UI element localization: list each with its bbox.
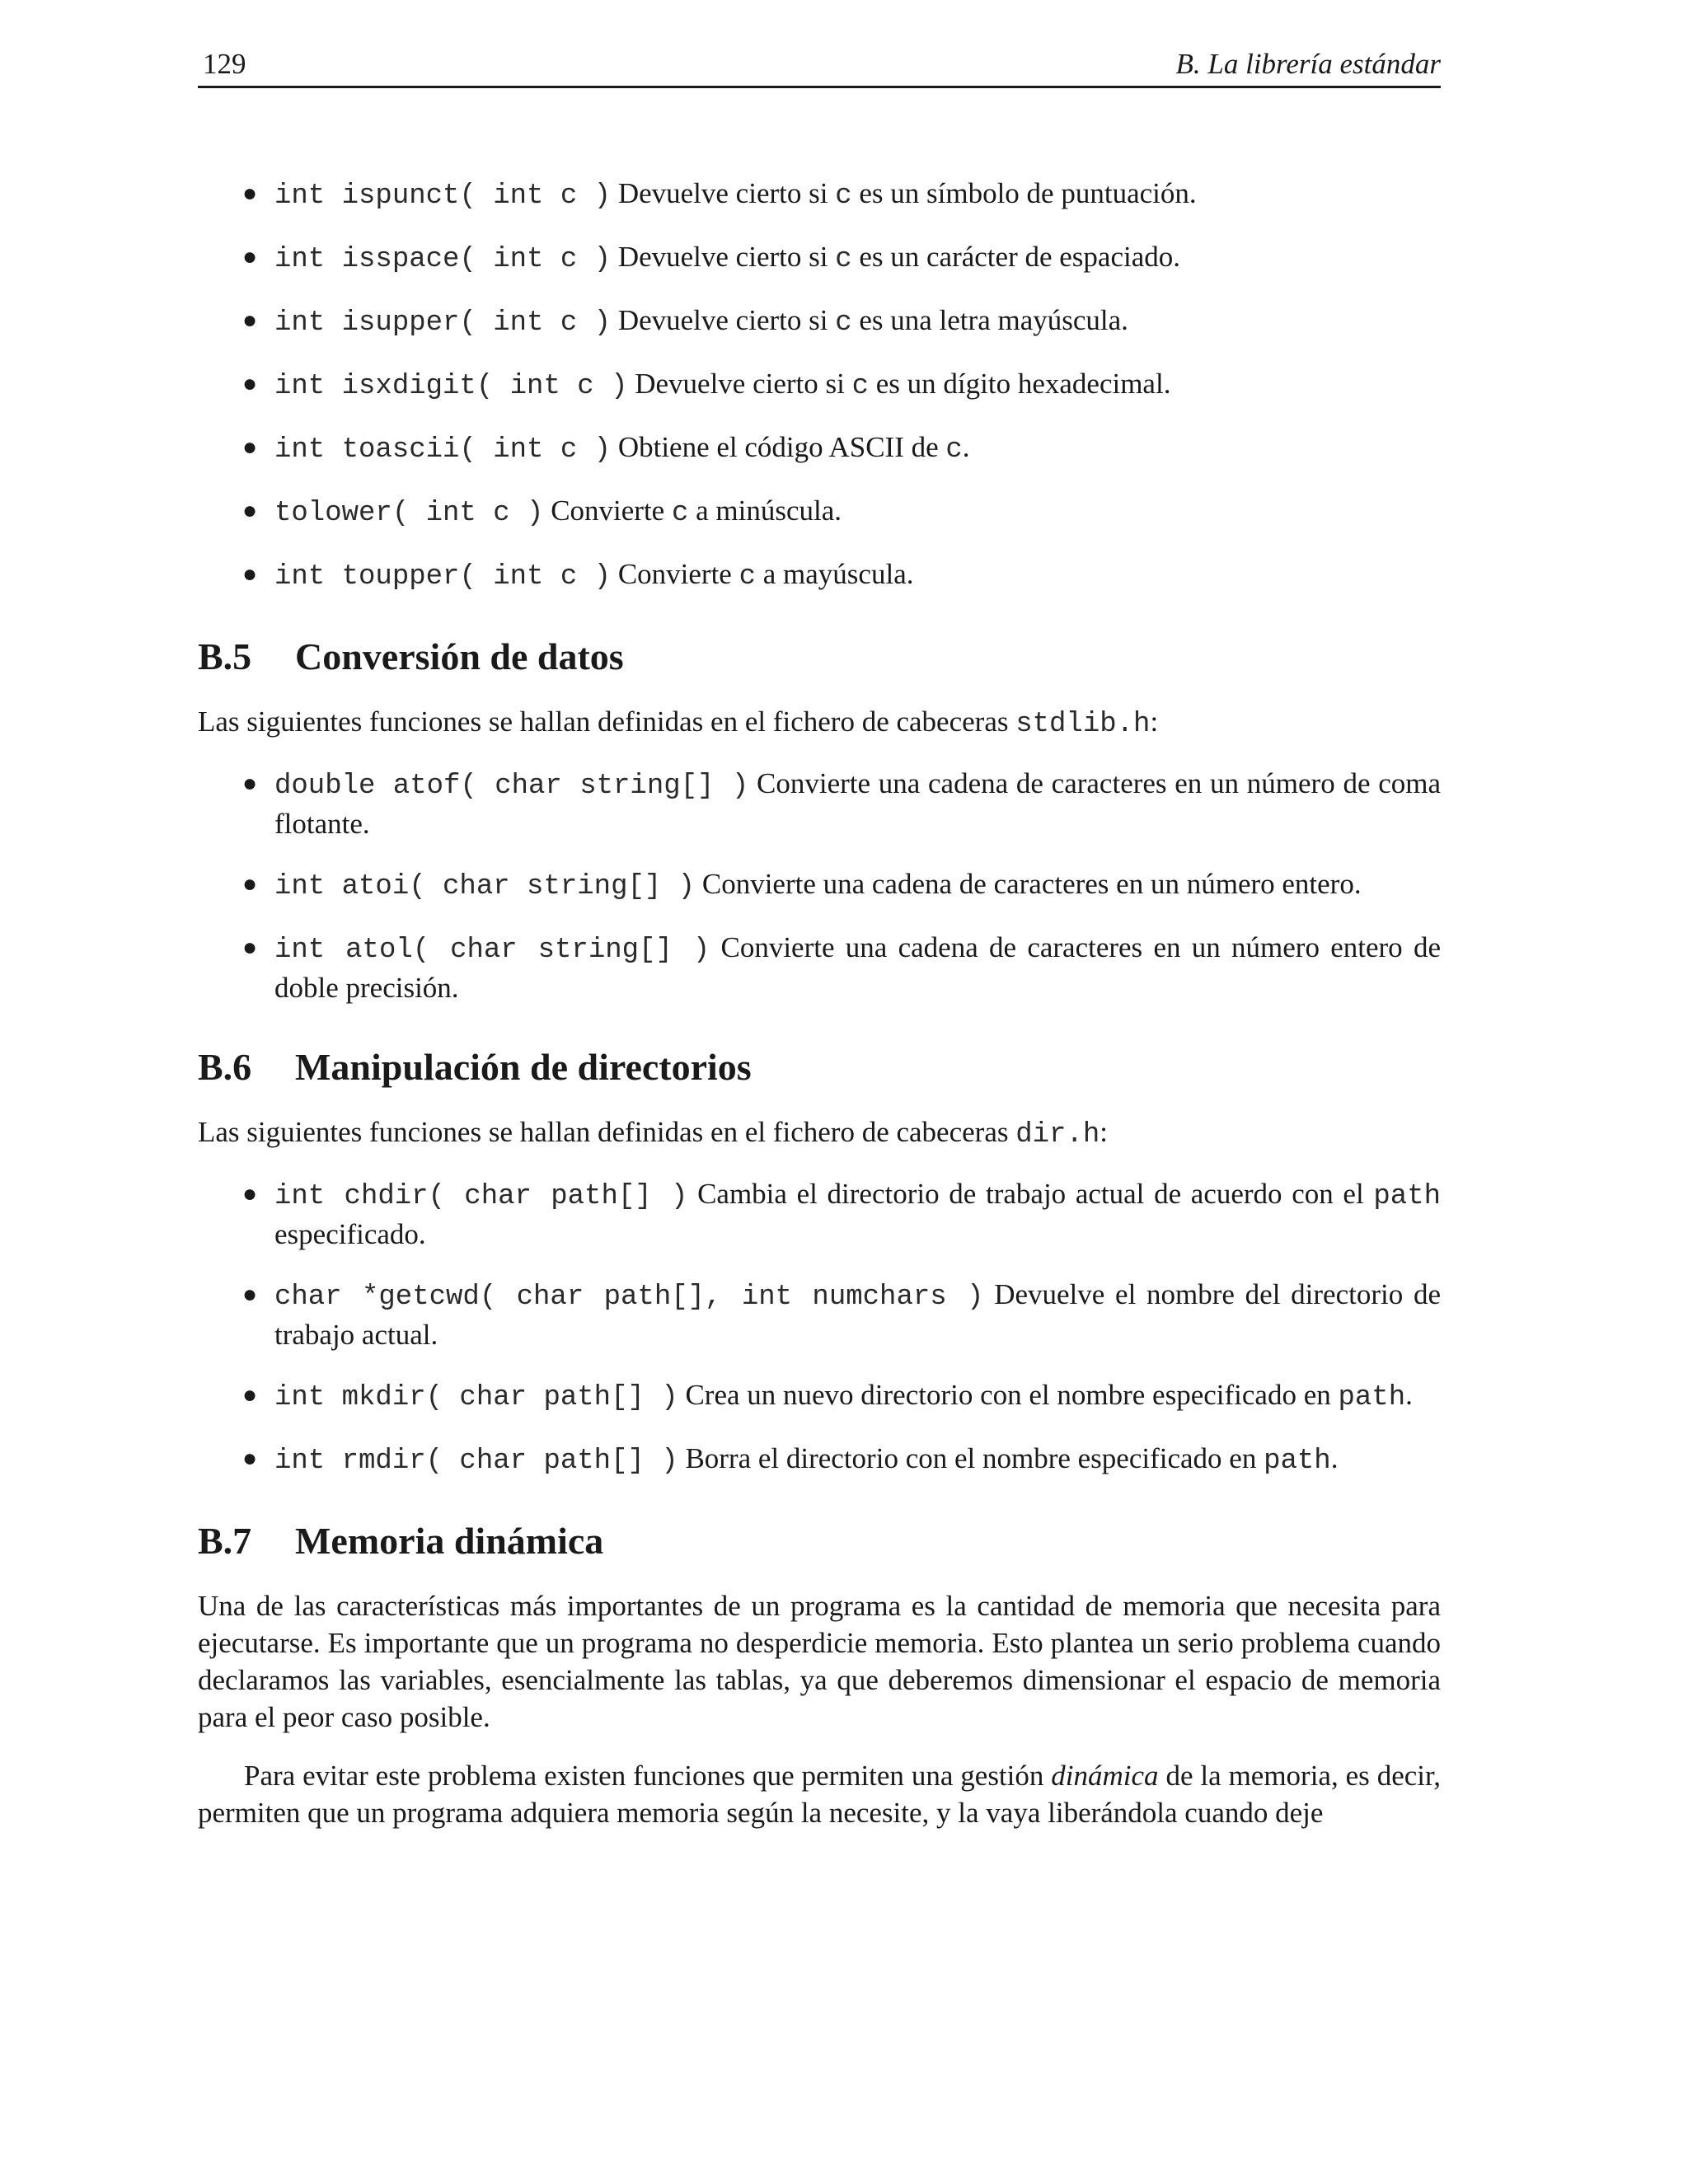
bullet-icon: ● [242, 370, 258, 397]
function-description: Crea un nuevo directorio con el nombre especificado en [685, 1379, 1331, 1411]
list-item [198, 302, 1441, 342]
inline-code: c [851, 371, 870, 402]
inline-code: path [1373, 1181, 1442, 1212]
running-header [198, 43, 1441, 88]
function-description: es una letra mayúscula. [859, 304, 1128, 336]
function-description: a mayúscula. [762, 558, 914, 590]
function-description: a minúscula. [696, 494, 842, 527]
list-item [198, 765, 1441, 842]
bullet-icon: ● [242, 307, 258, 334]
function-description: es un símbolo de puntuación. [859, 177, 1197, 209]
section-number: B.6 [198, 1046, 252, 1088]
function-signature: int toupper( int c ) [274, 561, 612, 593]
function-signature: int ispunct( int c ) [274, 180, 612, 212]
section-number: B.5 [198, 635, 252, 677]
list-item [198, 429, 1441, 469]
function-description: Convierte [551, 494, 665, 527]
function-signature: int toascii( int c ) [274, 434, 612, 466]
inline-code: path [1264, 1446, 1331, 1477]
list-item [198, 492, 1441, 532]
function-description: Devuelve cierto si [617, 304, 828, 336]
header-file-name: stdlib.h [1015, 709, 1151, 740]
ctype-function-list [198, 175, 1441, 596]
list-item [198, 1276, 1441, 1353]
section-heading-b7 [198, 1518, 1441, 1564]
section-intro [198, 1113, 1441, 1154]
bullet-icon: ● [242, 180, 258, 207]
function-description: Convierte [617, 558, 732, 590]
inline-code: c [835, 244, 852, 275]
section-number: B.7 [198, 1520, 252, 1562]
list-item [198, 555, 1441, 596]
intro-text: Las siguientes funciones se hallan definidas en el fichero de cabeceras [198, 705, 1009, 738]
function-signature: int atoi( char string[] ) [274, 871, 696, 902]
inline-code: c [835, 180, 852, 212]
function-description: Devuelve cierto si [617, 241, 828, 273]
intro-text-end: : [1100, 1116, 1108, 1148]
chapter-title: B. La librería estándar [1175, 48, 1441, 80]
function-description: . [1330, 1442, 1339, 1474]
function-description: Obtiene el código ASCII de [617, 431, 939, 463]
function-description: especificado. [274, 1218, 426, 1250]
function-description: Cambia el directorio de trabajo actual de acuerdo con el [697, 1178, 1364, 1210]
function-description: Devuelve el nombre del directorio de trabajo actual. [274, 1278, 1442, 1351]
bullet-icon: ● [242, 870, 258, 898]
bullet-icon: ● [242, 1180, 258, 1207]
inline-code: c [835, 307, 852, 339]
list-item [198, 865, 1441, 906]
function-signature: int atol( char string[] ) [274, 935, 710, 966]
function-description: Convierte una cadena de caracteres en un número entero de doble precisión. [274, 931, 1441, 1004]
function-description: Convierte una cadena de caracteres en un número entero. [701, 868, 1362, 900]
bullet-icon: ● [242, 770, 258, 797]
header-file-name: dir.h [1015, 1119, 1100, 1151]
list-item [198, 175, 1441, 215]
bullet-icon: ● [242, 934, 258, 961]
list-item [198, 238, 1441, 279]
list-item [198, 1175, 1441, 1253]
section-title: Manipulación de directorios [295, 1046, 752, 1088]
function-signature: tolower( int c ) [274, 498, 544, 529]
function-signature: int isxdigit( int c ) [274, 371, 628, 402]
function-signature: double atof( char string[] ) [274, 771, 749, 802]
page [198, 0, 1441, 2184]
function-description: . [962, 431, 970, 463]
intro-text: Las siguientes funciones se hallan definidas en el fichero de cabeceras [198, 1116, 1009, 1148]
function-signature: int isupper( int c ) [274, 307, 612, 339]
paragraph [198, 1757, 1441, 1831]
inline-code: c [671, 498, 689, 529]
inline-code: c [945, 434, 963, 466]
function-description: Convierte una cadena de caracteres en un número de coma flotante. [274, 767, 1442, 840]
function-signature: int chdir( char path[] ) [274, 1181, 688, 1212]
inline-code: c [738, 561, 757, 593]
function-signature: int mkdir( char path[] ) [274, 1382, 678, 1413]
intro-text-end: : [1150, 705, 1159, 738]
directory-function-list [198, 1175, 1441, 1480]
bullet-icon: ● [242, 560, 258, 588]
paragraph: Una de las características más importantes de un programa es la cantidad de memoria que necesita para ejecutarse. Es importante que un programa no desperdicie memoria. Esto plantea un serio problema cuando declaramos las variables, esencialmente las tablas, ya que deberemos dimensionar el espacio de memoria para el peor caso posible. [198, 1590, 1441, 1733]
bullet-icon: ● [242, 1445, 258, 1472]
function-description: es un dígito hexadecimal. [875, 368, 1171, 400]
paragraph-text: de la memoria, es decir, permiten que un programa adquiera memoria según la necesite, y la vaya liberándola cuando deje [198, 1760, 1441, 1829]
body-content [198, 175, 1441, 1831]
bullet-icon: ● [242, 1381, 258, 1408]
section-heading-b6 [198, 1044, 1441, 1090]
list-item [198, 929, 1441, 1006]
section-intro [198, 703, 1441, 743]
emphasis-text: dinámica [1051, 1760, 1159, 1792]
function-description: Borra el directorio con el nombre especificado en [685, 1442, 1257, 1474]
list-item [198, 1376, 1441, 1417]
list-item [198, 1440, 1441, 1480]
page-number: 129 [203, 48, 246, 80]
bullet-icon: ● [242, 434, 258, 461]
paragraph-text: Para evitar este problema existen funciones que permiten una gestión [244, 1760, 1044, 1792]
bullet-icon: ● [242, 243, 258, 270]
function-signature: int isspace( int c ) [274, 244, 612, 275]
list-item [198, 365, 1441, 405]
section-heading-b5 [198, 634, 1441, 680]
function-description: es un carácter de espaciado. [859, 241, 1180, 273]
function-description: Devuelve cierto si [617, 177, 828, 209]
conversion-function-list [198, 765, 1441, 1006]
bullet-icon: ● [242, 1281, 258, 1308]
bullet-icon: ● [242, 497, 258, 524]
inline-code: path [1338, 1382, 1406, 1413]
function-description: . [1405, 1379, 1413, 1411]
section-title: Memoria dinámica [295, 1520, 604, 1562]
function-description: Devuelve cierto si [635, 368, 845, 400]
section-title: Conversión de datos [295, 635, 624, 677]
function-signature: char *getcwd( char path[], int numchars ) [274, 1282, 984, 1313]
function-signature: int rmdir( char path[] ) [274, 1446, 678, 1477]
